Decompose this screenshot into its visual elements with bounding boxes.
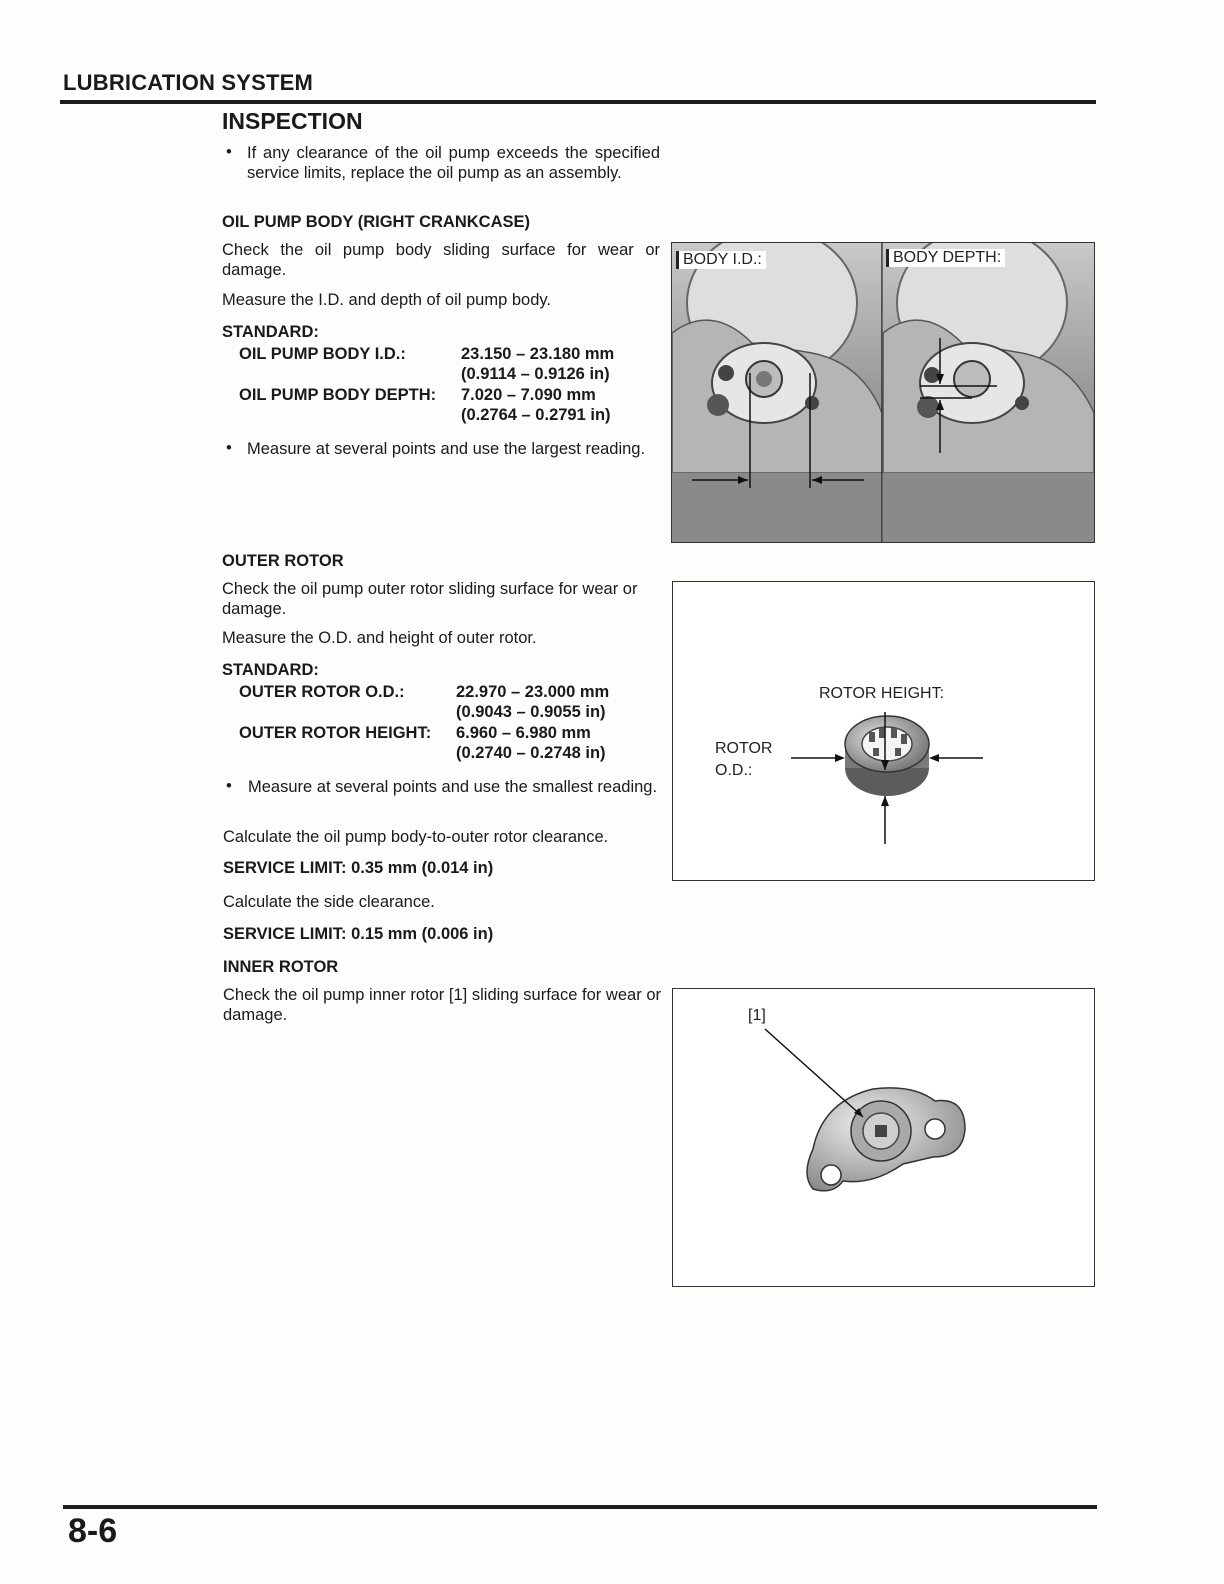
outer-rotor-od-in: (0.9043 – 0.9055 in) [456, 703, 606, 721]
outer-rotor-standard-label: STANDARD: [222, 661, 319, 679]
pump-body-depth-label: OIL PUMP BODY DEPTH: [239, 386, 437, 404]
inner-rotor-heading: INNER ROTOR [223, 958, 339, 976]
outer-rotor-check-text: Check the oil pump outer rotor sliding surface for wear or damage. [222, 580, 638, 618]
header-rule [60, 100, 1096, 104]
calc-side-clearance-text: Calculate the side clearance. [223, 893, 435, 911]
intro-bullet-text: If any clearance of the oil pump exceeds the specified service limits, replace the oil pump as an assembly. [247, 144, 660, 182]
service-limit-1-value: 0.35 mm (0.014 in) [351, 859, 494, 877]
body-depth-label: BODY DEPTH: [886, 249, 1005, 267]
inner-rotor-photo [673, 989, 1094, 1286]
outer-rotor-od-label: OUTER ROTOR O.D.: [239, 683, 405, 701]
outer-rotor-height-label: OUTER ROTOR HEIGHT: [239, 724, 432, 742]
body-id-label: BODY I.D.: [676, 251, 766, 269]
subsection-title: INSPECTION [222, 108, 363, 134]
service-limit-2-value: 0.15 mm (0.006 in) [351, 925, 494, 943]
pump-body-measure-text: Measure the I.D. and depth of oil pump body. [222, 291, 551, 309]
bullet-dot: • [226, 143, 232, 161]
bullet-dot: • [226, 439, 232, 457]
outer-rotor-od-mm: 22.970 – 23.000 mm [456, 683, 610, 701]
inner-rotor-figure [672, 988, 1095, 1287]
service-limit-2 [223, 924, 493, 944]
outer-rotor-figure [672, 581, 1095, 881]
footer-rule [63, 1505, 1097, 1509]
pump-body-check-text: Check the oil pump body sliding surface for wear or damage. [222, 241, 660, 279]
service-limit-1 [223, 858, 493, 878]
inner-rotor-check-text: Check the oil pump inner rotor [1] sliding surface for wear or damage. [223, 986, 661, 1024]
inner-rotor-callout: [1] [748, 1007, 766, 1024]
pump-body-id-mm: 23.150 – 23.180 mm [461, 345, 615, 363]
outer-rotor-measure-text: Measure the O.D. and height of outer rotor. [222, 629, 537, 647]
calc-clearance-text: Calculate the oil pump body-to-outer rotor clearance. [223, 828, 609, 846]
pump-body-depth-mm: 7.020 – 7.090 mm [461, 386, 596, 404]
pump-body-figure [671, 242, 1095, 543]
page-number: 8-6 [68, 1512, 118, 1550]
rotor-od-label-2: O.D.: [715, 762, 753, 779]
outer-rotor-bullet-text: Measure at several points and use the smallest reading. [248, 778, 658, 796]
pump-body-photo [672, 243, 1094, 542]
service-limit-2-label: SERVICE LIMIT: [223, 925, 347, 943]
pump-body-depth-in: (0.2764 – 0.2791 in) [461, 406, 611, 424]
service-limit-1-label: SERVICE LIMIT: [223, 859, 347, 877]
rotor-height-label: ROTOR HEIGHT: [819, 685, 945, 702]
pump-body-bullet-text: Measure at several points and use the largest reading. [247, 440, 646, 458]
section-title: LUBRICATION SYSTEM [63, 70, 314, 95]
rotor-od-label-1: ROTOR [715, 740, 773, 757]
outer-rotor-diagram [673, 582, 1094, 880]
pump-body-id-label: OIL PUMP BODY I.D.: [239, 345, 406, 363]
pump-body-heading: OIL PUMP BODY (RIGHT CRANKCASE) [222, 213, 531, 231]
bullet-dot: • [226, 777, 232, 795]
pump-body-standard-label: STANDARD: [222, 323, 319, 341]
outer-rotor-heading: OUTER ROTOR [222, 552, 344, 570]
pump-body-id-in: (0.9114 – 0.9126 in) [461, 365, 610, 383]
outer-rotor-height-in: (0.2740 – 0.2748 in) [456, 744, 606, 762]
outer-rotor-height-mm: 6.960 – 6.980 mm [456, 724, 591, 742]
